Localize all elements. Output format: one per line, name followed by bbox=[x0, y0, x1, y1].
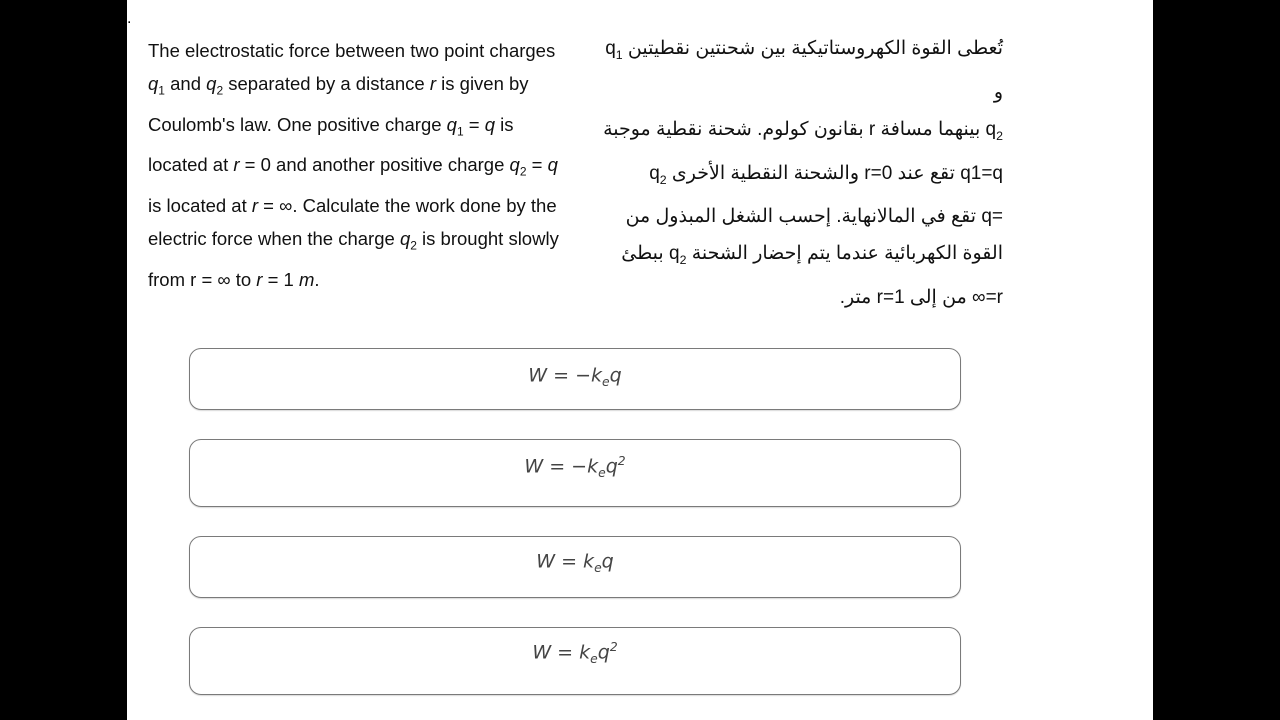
option-2-formula: $W = -k_eq^2$ bbox=[524, 454, 626, 481]
arabic-line-3: q1=q تقع عند r=0 والشحنة النقطية الأخرى $q_2$ bbox=[649, 162, 1003, 187]
answer-option-2[interactable] bbox=[189, 439, 961, 507]
arabic-line-5: القوة الكهربائية عندما يتم إحضار الشحنة $q_2$ ببطئ bbox=[621, 243, 1003, 268]
option-3-formula: $W = k_eq$ bbox=[536, 550, 614, 576]
answer-option-4[interactable] bbox=[189, 627, 961, 695]
answer-option-3[interactable] bbox=[189, 536, 961, 598]
option-1-formula: $W = -k_eq$ bbox=[528, 364, 622, 390]
question-panel bbox=[127, 0, 1153, 720]
answer-option-1[interactable] bbox=[189, 348, 961, 410]
question-text-english: The electrostatic force between two point charges $q_1$ and $q_2$ separated by a distance r is given by Coulomb's law. One positive charge $q_1 = q$ is located at r = 0 and another positive charge $q_2 = q$ is located at r = ∞. Calculate the work done by the electric force when the charge $q_2$ is brought slowly from r = ∞ to r = 1 m. bbox=[148, 40, 559, 290]
arabic-line-6: r=∞ من إلى r=1 متر. bbox=[839, 287, 1003, 309]
arabic-line-1: تُعطى القوة الكهروستاتيكية بين شحنتين نقطيتين $q_1$ و bbox=[605, 38, 1003, 103]
question-number-dot: . bbox=[127, 10, 132, 27]
question-text-arabic bbox=[597, 30, 1003, 316]
option-4-formula: $W = k_eq^2$ bbox=[532, 640, 618, 667]
arabic-line-2: $q_2$ بينهما مسافة r بقانون كولوم. شحنة نقطية موجبة bbox=[603, 118, 1003, 143]
arabic-line-4: =q تقع في المالانهاية. إحسب الشغل المبذول من bbox=[625, 206, 1003, 228]
